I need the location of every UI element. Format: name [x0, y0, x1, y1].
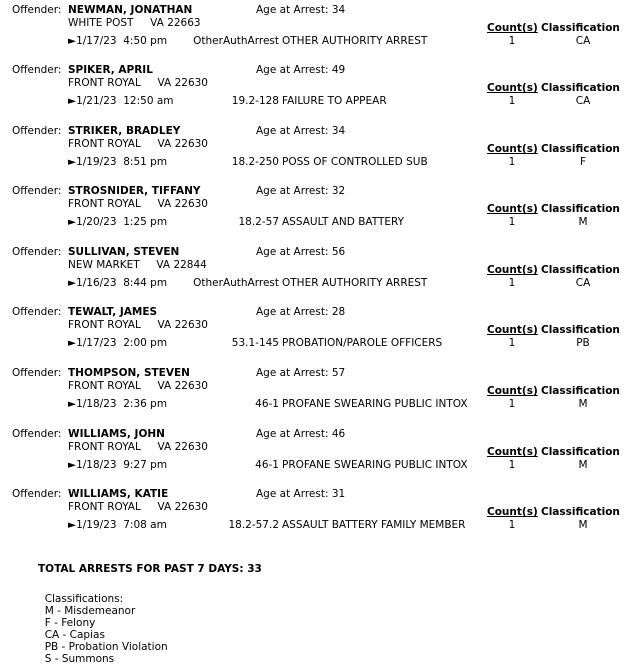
charge-description: OTHER AUTHORITY ARREST — [282, 277, 428, 289]
age-label: Age at Arrest: — [256, 4, 329, 16]
zip: 22630 — [174, 380, 208, 392]
offender-address — [68, 380, 208, 392]
charge-count: 1 — [508, 519, 516, 531]
age-label: Age at Arrest: — [256, 488, 329, 500]
offender-address — [68, 77, 208, 89]
age-label: Age at Arrest: — [256, 64, 329, 76]
charge-code: 18.2-250 — [231, 156, 279, 168]
arrest-date: 1/19/23 — [76, 156, 117, 168]
charge-code: 46-1 — [255, 459, 279, 471]
age-at-arrest — [256, 246, 345, 258]
zip: 22844 — [173, 259, 207, 271]
offender-record — [0, 428, 635, 484]
charge-count: 1 — [508, 156, 516, 168]
count-header: Count(s) — [487, 264, 538, 276]
charge-classification: CA — [575, 277, 591, 289]
classification-legend — [38, 581, 182, 665]
offender-address — [68, 501, 208, 513]
offender-record — [0, 488, 635, 544]
state: VA — [157, 138, 172, 150]
offender-address — [68, 259, 207, 271]
arrow-icon: ► — [68, 337, 77, 349]
age-at-arrest — [256, 125, 345, 137]
classification-header: Classification — [541, 22, 620, 34]
arrest-date: 1/18/23 — [76, 398, 117, 410]
offender-record — [0, 125, 635, 181]
age-at-arrest — [256, 64, 345, 76]
city: FRONT ROYAL — [68, 198, 141, 210]
age-value: 31 — [331, 488, 346, 500]
arrest-date: 1/16/23 — [76, 277, 117, 289]
charge-classification: M — [578, 398, 588, 410]
city: FRONT ROYAL — [68, 501, 141, 513]
offender-address — [68, 198, 208, 210]
state: VA — [157, 501, 172, 513]
arrow-icon: ► — [68, 277, 77, 289]
city: FRONT ROYAL — [68, 319, 141, 331]
offender-address — [68, 17, 201, 29]
charge-description: POSS OF CONTROLLED SUB — [282, 156, 428, 168]
charge-code: 18.2-57 — [238, 216, 279, 228]
classification-header: Classification — [541, 446, 620, 458]
offender-name: TEWALT, JAMES — [68, 306, 158, 318]
arrest-time: 7:08 am — [123, 519, 167, 531]
charge-count: 1 — [508, 277, 516, 289]
arrest-datetime — [68, 398, 167, 410]
age-at-arrest — [256, 185, 345, 197]
legend-item-probation: PB - Probation Violation — [44, 641, 168, 653]
state: VA — [157, 319, 172, 331]
count-header: Count(s) — [487, 22, 538, 34]
classification-header: Classification — [541, 143, 620, 155]
charge-code: OtherAuthArrest — [193, 277, 279, 289]
charge-description: FAILURE TO APPEAR — [282, 95, 387, 107]
city: NEW MARKET — [68, 259, 140, 271]
legend-label: Classifications: — [44, 593, 124, 605]
age-value: 34 — [331, 125, 346, 137]
arrest-time: 8:44 pm — [123, 277, 168, 289]
age-value: 56 — [331, 246, 346, 258]
age-at-arrest — [256, 488, 345, 500]
arrest-date: 1/17/23 — [76, 35, 117, 47]
city: FRONT ROYAL — [68, 380, 141, 392]
charge-code: 19.2-128 — [231, 95, 279, 107]
arrest-time: 4:50 pm — [123, 35, 168, 47]
charge-classification: M — [578, 519, 588, 531]
total-value: 33 — [247, 563, 262, 575]
count-header: Count(s) — [487, 385, 538, 397]
age-label: Age at Arrest: — [256, 367, 329, 379]
classification-header: Classification — [541, 82, 620, 94]
total-arrests — [38, 563, 262, 575]
count-header: Count(s) — [487, 506, 538, 518]
offender-record — [0, 306, 635, 362]
arrest-datetime — [68, 216, 167, 228]
charge-count: 1 — [508, 398, 516, 410]
offender-name: NEWMAN, JONATHAN — [68, 4, 193, 16]
arrow-icon: ► — [68, 95, 77, 107]
state: VA — [156, 259, 171, 271]
city: WHITE POST — [68, 17, 134, 29]
age-label: Age at Arrest: — [256, 125, 329, 137]
offender-name: SPIKER, APRIL — [68, 64, 153, 76]
charge-count: 1 — [508, 216, 516, 228]
charge-classification: CA — [575, 35, 591, 47]
offender-record — [0, 246, 635, 302]
charge-code: 18.2-57.2 — [228, 519, 279, 531]
arrest-datetime — [68, 35, 167, 47]
charge-code: OtherAuthArrest — [193, 35, 279, 47]
arrest-time: 1:25 pm — [123, 216, 168, 228]
arrow-icon: ► — [68, 398, 77, 410]
zip: 22630 — [174, 198, 208, 210]
count-header: Count(s) — [487, 143, 538, 155]
age-at-arrest — [256, 4, 345, 16]
arrow-icon: ► — [68, 459, 77, 471]
arrest-time: 9:27 pm — [123, 459, 168, 471]
zip: 22630 — [174, 319, 208, 331]
offender-name: WILLIAMS, JOHN — [68, 428, 165, 440]
legend-item-capias: CA - Capias — [44, 629, 105, 641]
zip: 22630 — [174, 77, 208, 89]
charge-description: ASSAULT BATTERY FAMILY MEMBER — [282, 519, 466, 531]
charge-description: PROFANE SWEARING PUBLIC INTOX — [282, 398, 468, 410]
arrest-date: 1/21/23 — [76, 95, 117, 107]
offender-label: Offender: — [12, 185, 62, 197]
offender-address — [68, 319, 208, 331]
classification-header: Classification — [541, 324, 620, 336]
age-value: 28 — [331, 306, 346, 318]
count-header: Count(s) — [487, 324, 538, 336]
charge-classification: F — [579, 156, 587, 168]
offender-name: WILLIAMS, KATIE — [68, 488, 169, 500]
charge-description: PROFANE SWEARING PUBLIC INTOX — [282, 459, 468, 471]
offender-record — [0, 367, 635, 423]
zip: 22630 — [174, 138, 208, 150]
arrest-time: 2:36 pm — [123, 398, 168, 410]
arrest-time: 8:51 pm — [123, 156, 168, 168]
legend-item-felony: F - Felony — [44, 617, 96, 629]
zip: 22630 — [174, 441, 208, 453]
legend-item-summons: S - Summons — [44, 653, 115, 665]
offender-name: STRIKER, BRADLEY — [68, 125, 181, 137]
offender-name: SULLIVAN, STEVEN — [68, 246, 180, 258]
age-value: 57 — [331, 367, 346, 379]
charge-code: 46-1 — [255, 398, 279, 410]
offender-label: Offender: — [12, 4, 62, 16]
offender-label: Offender: — [12, 367, 62, 379]
count-header: Count(s) — [487, 446, 538, 458]
state: VA — [157, 441, 172, 453]
arrow-icon: ► — [68, 156, 77, 168]
state: VA — [157, 198, 172, 210]
age-label: Age at Arrest: — [256, 246, 329, 258]
charge-count: 1 — [508, 337, 516, 349]
charge-description: PROBATION/PAROLE OFFICERS — [282, 337, 443, 349]
classification-header: Classification — [541, 506, 620, 518]
age-label: Age at Arrest: — [256, 185, 329, 197]
arrest-date: 1/20/23 — [76, 216, 117, 228]
count-header: Count(s) — [487, 82, 538, 94]
offender-record — [0, 64, 635, 120]
offender-label: Offender: — [12, 246, 62, 258]
arrest-date: 1/17/23 — [76, 337, 117, 349]
city: FRONT ROYAL — [68, 441, 141, 453]
total-label: TOTAL ARRESTS FOR PAST 7 DAYS: — [38, 563, 244, 575]
offender-record — [0, 185, 635, 241]
age-at-arrest — [256, 428, 345, 440]
arrest-datetime — [68, 156, 167, 168]
offender-label: Offender: — [12, 64, 62, 76]
age-value: 49 — [331, 64, 346, 76]
offender-name: THOMPSON, STEVEN — [68, 367, 190, 379]
charge-description: OTHER AUTHORITY ARREST — [282, 35, 428, 47]
charge-classification: M — [578, 216, 588, 228]
age-at-arrest — [256, 367, 345, 379]
age-value: 34 — [331, 4, 346, 16]
offender-label: Offender: — [12, 488, 62, 500]
offender-record — [0, 4, 635, 60]
age-label: Age at Arrest: — [256, 306, 329, 318]
arrow-icon: ► — [68, 35, 77, 47]
arrow-icon: ► — [68, 216, 77, 228]
arrest-datetime — [68, 459, 167, 471]
offender-label: Offender: — [12, 428, 62, 440]
count-header: Count(s) — [487, 203, 538, 215]
city: FRONT ROYAL — [68, 138, 141, 150]
arrow-icon: ► — [68, 519, 77, 531]
classification-header: Classification — [541, 385, 620, 397]
age-at-arrest — [256, 306, 345, 318]
arrest-date: 1/18/23 — [76, 459, 117, 471]
arrest-time: 12:50 am — [123, 95, 174, 107]
charge-count: 1 — [508, 459, 516, 471]
charge-classification: PB — [576, 337, 590, 349]
charge-count: 1 — [508, 95, 516, 107]
arrest-datetime — [68, 95, 174, 107]
state: VA — [157, 380, 172, 392]
age-value: 46 — [331, 428, 346, 440]
offender-label: Offender: — [12, 306, 62, 318]
legend-item-misdemeanor: M - Misdemeanor — [44, 605, 136, 617]
arrest-datetime — [68, 277, 167, 289]
age-value: 32 — [331, 185, 346, 197]
age-label: Age at Arrest: — [256, 428, 329, 440]
charge-count: 1 — [508, 35, 516, 47]
state: VA — [157, 77, 172, 89]
arrest-date: 1/19/23 — [76, 519, 117, 531]
zip: 22630 — [174, 501, 208, 513]
classification-header: Classification — [541, 264, 620, 276]
classification-header: Classification — [541, 203, 620, 215]
offender-address — [68, 138, 208, 150]
offender-address — [68, 441, 208, 453]
offender-name: STROSNIDER, TIFFANY — [68, 185, 201, 197]
charge-code: 53.1-145 — [231, 337, 279, 349]
city: FRONT ROYAL — [68, 77, 141, 89]
offender-label: Offender: — [12, 125, 62, 137]
charge-description: ASSAULT AND BATTERY — [282, 216, 405, 228]
charge-classification: M — [578, 459, 588, 471]
arrest-time: 2:00 pm — [123, 337, 168, 349]
state: VA — [150, 17, 164, 29]
zip: 22663 — [167, 17, 201, 29]
arrest-datetime — [68, 519, 167, 531]
arrest-datetime — [68, 337, 167, 349]
charge-classification: CA — [575, 95, 591, 107]
